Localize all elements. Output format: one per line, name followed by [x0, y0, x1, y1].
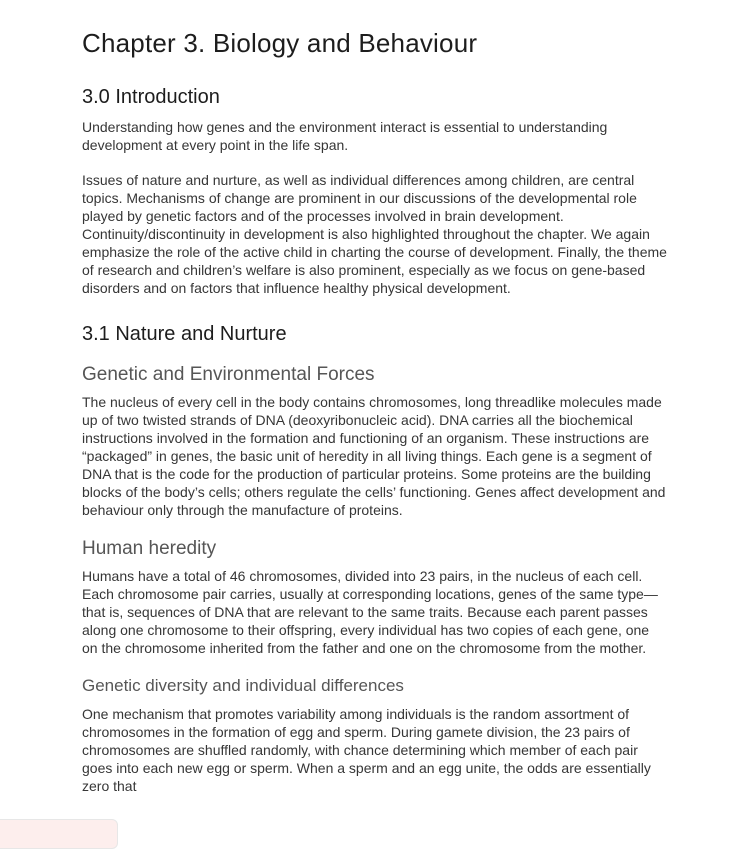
paragraph-genetic-diversity: One mechanism that promotes variability among individuals is the random assortment of chromosomes in the formation of egg and sperm. During gamete division, the 23 pairs of chromosomes are shuffled randomly, with chance determining which member of each pair goes into each new egg or sperm. When a sperm and an egg unite, the odds are essentially zero that: [82, 706, 651, 794]
chapter-title: Chapter 3. Biology and Behaviour: [82, 28, 478, 58]
subsection-heading-genetic-diversity: Genetic diversity and individual differences: [82, 676, 404, 695]
subsection-heading-genetic-environmental-forces: Genetic and Environmental Forces: [82, 364, 375, 385]
paragraph-human-heredity: Humans have a total of 46 chromosomes, divided into 23 pairs, in the nucleus of each cell. Each chromosome pair carries, usually at corresponding locations, genes of the same type—that is, sequences of DNA that are relevant to the same traits. Because each parent passes along one chromosome to their offspring, every individual has two copies of each gene, one on the chromosome inherited from the father and one on the chromosome from the mother.: [82, 568, 658, 656]
chapter-page: [82, 0, 668, 795]
subsection-heading-human-heredity: Human heredity: [82, 538, 217, 559]
section-heading-nature-and-nurture: 3.1 Nature and Nurture: [82, 323, 287, 345]
paragraph-introduction-2: Issues of nature and nurture, as well as individual differences among children, are central topics. Mechanisms of change are prominent in our discussions of the developmental role played by genetic factors and of the processes involved in brain development. Continuity/discontinuity in development is also highlighted throughout the chapter. We again emphasize the role of the active child in charting the course of development. Finally, the theme of research and children’s welfare is also prominent, especially as we focus on gene-based disorders and on factors that influence healthy physical development.: [82, 172, 667, 296]
section-heading-introduction: 3.0 Introduction: [82, 86, 220, 108]
paragraph-genetic-environmental-forces: The nucleus of every cell in the body contains chromosomes, long threadlike molecules made up of two twisted strands of DNA (deoxyribonucleic acid). DNA carries all the biochemical instructions involved in the formation and functioning of an organism. These instructions are “packaged” in genes, the basic unit of heredity in all living things. Each gene is a segment of DNA that is the code for the production of particular proteins. Some proteins are the building blocks of the body’s cells; others regulate the cells’ functioning. Genes affect development and behaviour only through the manufacture of proteins.: [82, 394, 666, 518]
paragraph-introduction-1: Understanding how genes and the environment interact is essential to understanding development at every point in the life span.: [82, 119, 608, 153]
previous-page-button[interactable]: [0, 819, 118, 849]
